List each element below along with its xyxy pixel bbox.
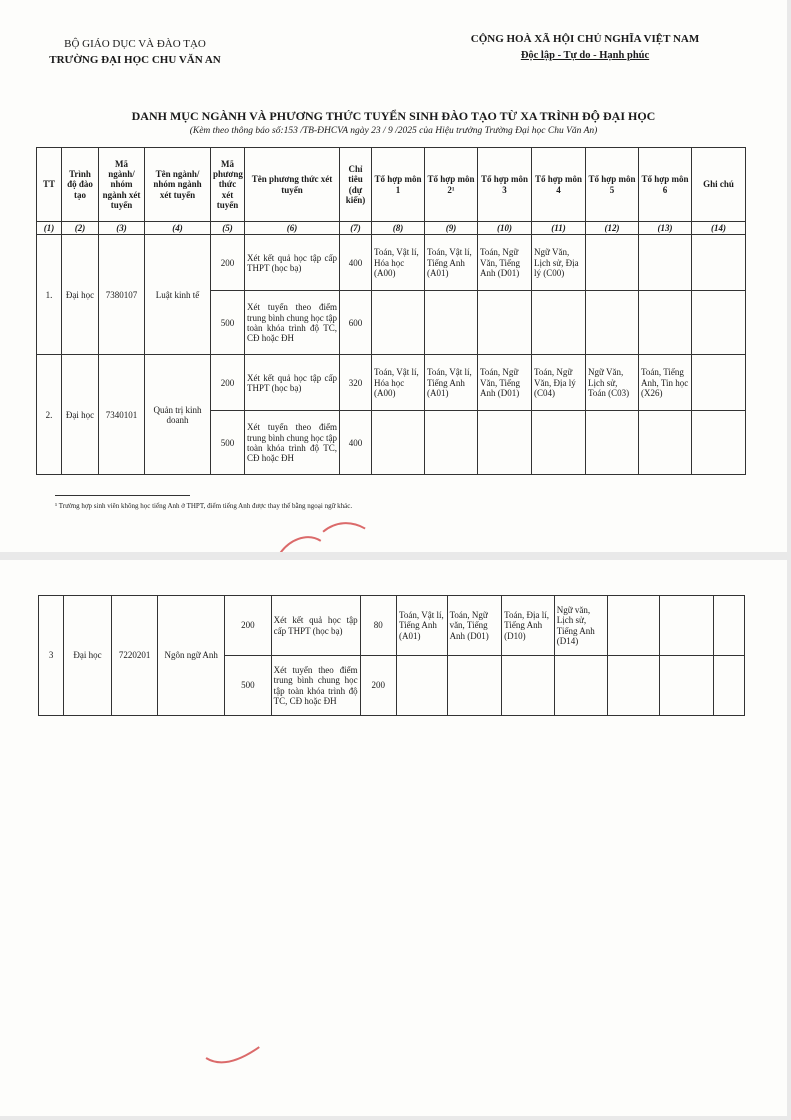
combo-1	[372, 291, 425, 355]
table-row	[37, 355, 746, 411]
combo-1	[372, 411, 425, 475]
column-number: (1)	[37, 222, 62, 235]
note	[692, 235, 746, 291]
quota: 200	[360, 656, 396, 716]
note	[713, 656, 744, 716]
ministry-name: BỘ GIÁO DỤC VÀ ĐÀO TẠO	[64, 38, 206, 50]
column-number: (13)	[639, 222, 692, 235]
combo-1: Toán, Vật lí, Hóa học (A00)	[372, 235, 425, 291]
header-cell: Mã phương thức xét tuyển	[211, 148, 245, 222]
combo-2: Toán, Ngữ văn, Tiếng Anh (D01)	[447, 596, 502, 656]
column-number: (4)	[145, 222, 211, 235]
admission-table	[36, 147, 746, 475]
combo-1: Toán, Vật lí, Hóa học (A00)	[372, 355, 425, 411]
header-cell: TT	[37, 148, 62, 222]
row-level: Đại học	[62, 355, 99, 475]
column-number: (12)	[586, 222, 639, 235]
combo-4	[554, 656, 608, 716]
column-number: (3)	[99, 222, 145, 235]
combo-5	[586, 291, 639, 355]
combo-6	[639, 291, 692, 355]
combo-3: Toán, Địa lí, Tiếng Anh (D10)	[502, 596, 555, 656]
admission-table-continued	[38, 595, 745, 716]
method-code: 200	[211, 355, 245, 411]
combo-6	[639, 235, 692, 291]
row-major-name: Luật kinh tế	[145, 235, 211, 355]
header-cell: Tổ hợp môn 3	[478, 148, 532, 222]
row-major-code: 7220201	[111, 596, 158, 716]
combo-5	[608, 596, 660, 656]
document-page-1	[0, 0, 787, 552]
note	[692, 355, 746, 411]
header-cell: Tổ hợp môn 4	[532, 148, 586, 222]
quota: 400	[340, 235, 372, 291]
note	[713, 596, 744, 656]
combo-2	[425, 291, 478, 355]
footnote: ¹ Trường hợp sinh viên không học tiếng Anh ở THPT, điểm tiếng Anh được thay thế bằng ngoại ngữ khác.	[55, 502, 353, 510]
header-cell: Tên ngành/ nhóm ngành xét tuyển	[145, 148, 211, 222]
republic-name: CỘNG HOÀ XÃ HỘI CHỦ NGHĨA VIỆT NAM	[470, 33, 700, 45]
row-tt: 1.	[37, 235, 62, 355]
method-name: Xét tuyển theo điểm trung bình chung học tập toàn khóa trình độ TC, CĐ hoặc ĐH	[245, 411, 340, 475]
row-level: Đại học	[62, 235, 99, 355]
quota: 400	[340, 411, 372, 475]
combo-4: Ngữ Văn, Lịch sử, Địa lý (C00)	[532, 235, 586, 291]
method-code: 200	[225, 596, 272, 656]
combo-6: Toán, Tiếng Anh, Tin học (X26)	[639, 355, 692, 411]
document-page-2	[0, 560, 787, 1116]
combo-6	[639, 411, 692, 475]
header-cell: Tổ hợp môn 1	[372, 148, 425, 222]
method-name: Xét kết quả học tập cấp THPT (học bạ)	[245, 235, 340, 291]
column-number: (11)	[532, 222, 586, 235]
combo-2: Toán, Vật lí, Tiếng Anh (A01)	[425, 235, 478, 291]
combo-2	[425, 411, 478, 475]
column-number-row	[37, 222, 746, 235]
method-code: 500	[211, 291, 245, 355]
header-cell: Tổ hợp môn 6	[639, 148, 692, 222]
combo-1: Toán, Vật lí, Tiếng Anh (A01)	[397, 596, 448, 656]
table-header-row	[37, 148, 746, 222]
combo-5: Ngữ Văn, Lịch sử, Toán (C03)	[586, 355, 639, 411]
header-cell: Mã ngành/ nhóm ngành xét tuyển	[99, 148, 145, 222]
combo-4: Toán, Ngữ Văn, Địa lý (C04)	[532, 355, 586, 411]
combo-4	[532, 411, 586, 475]
combo-5	[586, 235, 639, 291]
column-number: (7)	[340, 222, 372, 235]
header-cell: Tổ hợp môn 5	[586, 148, 639, 222]
row-tt: 2.	[37, 355, 62, 475]
note	[692, 411, 746, 475]
red-stamp-mark	[268, 510, 371, 552]
column-number: (8)	[372, 222, 425, 235]
method-code: 200	[211, 235, 245, 291]
combo-6	[659, 596, 713, 656]
column-number: (6)	[245, 222, 340, 235]
table-row	[39, 596, 745, 656]
table-row	[37, 235, 746, 291]
quota: 80	[360, 596, 396, 656]
header-cell: Trình độ đào tạo	[62, 148, 99, 222]
note	[692, 291, 746, 355]
document-title: DANH MỤC NGÀNH VÀ PHƯƠNG THỨC TUYỂN SINH ĐÀO TẠO TỪ XA TRÌNH ĐỘ ĐẠI HỌC	[131, 109, 656, 123]
school-name: TRƯỜNG ĐẠI HỌC CHU VĂN AN	[49, 54, 221, 66]
combo-4: Ngữ văn, Lịch sử, Tiếng Anh (D14)	[554, 596, 608, 656]
combo-3: Toán, Ngữ Văn, Tiếng Anh (D01)	[478, 235, 532, 291]
combo-3	[478, 411, 532, 475]
column-number: (9)	[425, 222, 478, 235]
method-name: Xét kết quả học tập cấp THPT (học bạ)	[271, 596, 360, 656]
header-cell: Chỉ tiêu (dự kiến)	[340, 148, 372, 222]
combo-1	[397, 656, 448, 716]
method-name: Xét tuyển theo điểm trung bình chung học tập toàn khóa trình độ TC, CĐ hoặc ĐH	[245, 291, 340, 355]
document-subtitle: (Kèm theo thông báo số:153 /TB-ĐHCVA ngày 23 / 9 /2025 của Hiệu trưởng Trường Đại học Chu Văn An)	[189, 126, 598, 136]
row-major-code: 7380107	[99, 235, 145, 355]
method-name: Xét tuyển theo điểm trung bình chung học tập toàn khóa trình độ TC, CĐ hoặc ĐH	[271, 656, 360, 716]
row-level: Đại học	[64, 596, 112, 716]
quota: 320	[340, 355, 372, 411]
row-major-code: 7340101	[99, 355, 145, 475]
column-number: (14)	[692, 222, 746, 235]
combo-4	[532, 291, 586, 355]
method-name: Xét kết quả học tập cấp THPT (học bạ)	[245, 355, 340, 411]
combo-5	[608, 656, 660, 716]
combo-3	[478, 291, 532, 355]
combo-3: Toán, Ngữ Văn, Tiếng Anh (D01)	[478, 355, 532, 411]
national-motto: Độc lập - Tự do - Hạnh phúc	[520, 50, 650, 61]
header-cell: Tên phương thức xét tuyển	[245, 148, 340, 222]
method-code: 500	[225, 656, 272, 716]
method-code: 500	[211, 411, 245, 475]
combo-3	[502, 656, 555, 716]
row-major-name: Quản trị kinh doanh	[145, 355, 211, 475]
red-stamp-mark	[203, 1036, 267, 1076]
combo-5	[586, 411, 639, 475]
footnote-divider	[55, 495, 190, 496]
quota: 600	[340, 291, 372, 355]
combo-6	[659, 656, 713, 716]
column-number: (5)	[211, 222, 245, 235]
column-number: (10)	[478, 222, 532, 235]
row-tt: 3	[39, 596, 64, 716]
header-cell: Ghi chú	[692, 148, 746, 222]
header-cell: Tổ hợp môn 2¹	[425, 148, 478, 222]
combo-2: Toán, Vật lí, Tiếng Anh (A01)	[425, 355, 478, 411]
combo-2	[447, 656, 502, 716]
column-number: (2)	[62, 222, 99, 235]
row-major-name: Ngôn ngữ Anh	[158, 596, 225, 716]
